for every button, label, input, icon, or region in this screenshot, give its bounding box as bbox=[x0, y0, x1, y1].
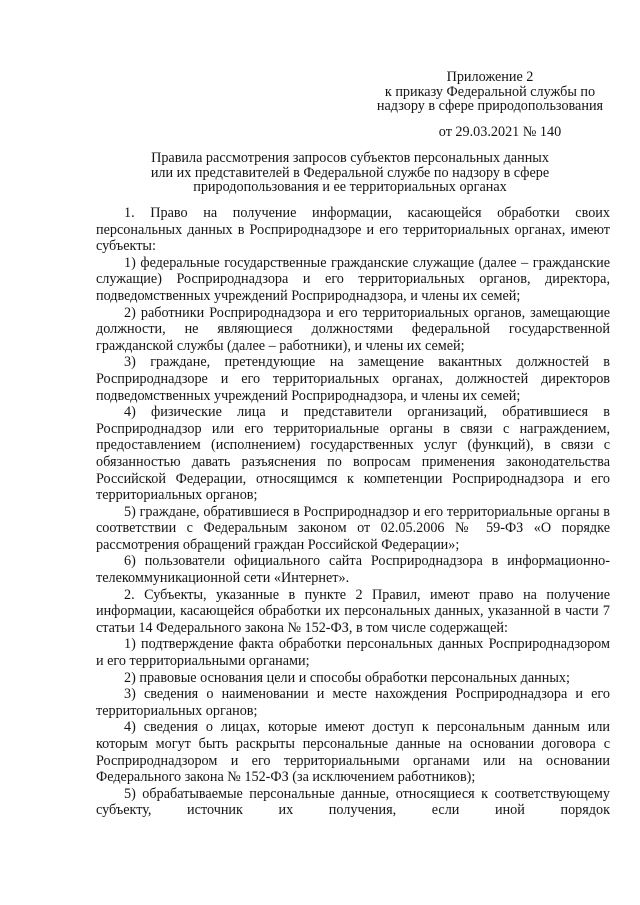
appendix-line: Приложение 2 bbox=[446, 69, 534, 85]
paragraph: 2) работники Росприроднадзора и его территориальных органов, замещающие должности, не являющиеся должностями федеральной государственной гражданской службы (далее – работники), и члены их семей; bbox=[96, 304, 610, 354]
title-line: или их представителей в Федеральной службе по надзору в сфере bbox=[150, 164, 550, 181]
appendix-line: надзору в сфере природопользования bbox=[376, 98, 604, 114]
document-body bbox=[96, 205, 610, 819]
title-line: природопользования и ее территориальных органах bbox=[193, 179, 507, 195]
paragraph: 2) правовые основания цели и способы обработки персональных данных; bbox=[124, 669, 570, 686]
paragraph: 1) федеральные государственные гражданские служащие (далее – гражданские служащие) Росприроднадзора и его территориальных органов, директора, подведомственных учреждений Росприроднадзора, и члены их семей; bbox=[96, 254, 610, 304]
title-line: Правила рассмотрения запросов субъектов персональных данных bbox=[151, 150, 549, 166]
paragraph: 5) граждане, обратившиеся в Росприроднадзор и его территориальные органы в соответствии с Федеральным законом от 02.05.2006 № 59-ФЗ «О порядке рассмотрения обращений граждан Российской Федерации»; bbox=[96, 503, 610, 553]
order-date: от 29.03.2021 № 140 bbox=[438, 124, 562, 140]
paragraph: 3) граждане, претендующие на замещение вакантных должностей в Росприроднадзоре и его территориальных органах, должностей директоров подведомственных учреждений Росприроднадзора, и члены их семей; bbox=[96, 354, 610, 404]
paragraph: 5) обрабатываемые персональные данные, относящиеся к соответствующему субъекту, источник их получения, если иной порядок bbox=[96, 785, 610, 819]
paragraph: 4) физические лица и представители организаций, обратившиеся в Росприроднадзор или его территориальные органы в связи с награждением, предоставлением (исполнением) государственных услуг (функций), в связи с обязанностью давать разъяснения по вопросам применения законодательства Российской Федерации, относящимся к компетенции Росприроднадзора и его территориальных органов; bbox=[96, 404, 610, 504]
appendix-header bbox=[360, 70, 620, 114]
paragraph: 1) подтверждение факта обработки персональных данных Росприроднадзором и его территориальными органами; bbox=[96, 636, 610, 670]
appendix-line: к приказу Федеральной службы по bbox=[384, 83, 596, 100]
paragraph: 6) пользователи официального сайта Росприроднадзора в информационно-телекоммуникационной сети «Интернет». bbox=[96, 553, 610, 587]
paragraph: 1. Право на получение информации, касающейся обработки своих персональных данных в Росприроднадзоре и его территориальных органах, имеют субъекты: bbox=[96, 205, 610, 255]
paragraph: 3) сведения о наименовании и месте нахождения Росприроднадзора и его территориальных органов; bbox=[96, 686, 610, 719]
paragraph: 4) сведения о лицах, которые имеют доступ к персональным данным или которым могут быть раскрыты персональные данные на основании договора с Росприроднадзором и его территориальными органами или на основании Федерального закона № 152-ФЗ (за исключением работников); bbox=[96, 719, 610, 786]
paragraph: 2. Субъекты, указанные в пункте 2 Правил, имеют право на получение информации, касающейся обработки их персональных данных, указанной в части 7 статьи 14 Федерального закона № 152-ФЗ, в том числе содержащей: bbox=[96, 586, 610, 636]
document-title bbox=[120, 151, 580, 195]
